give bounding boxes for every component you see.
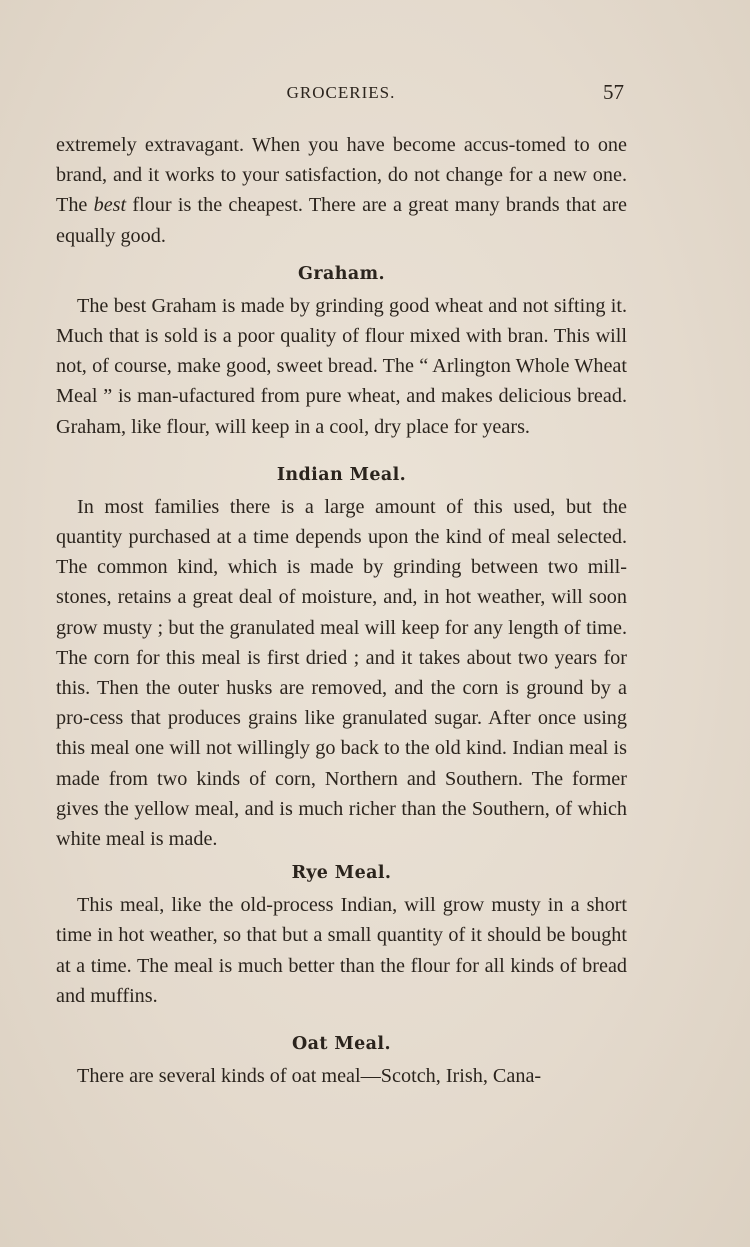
section-heading-oat-meal: Oat Meal. — [292, 1034, 391, 1055]
graham-paragraph: The best Graham is made by grinding good wheat and not sifting it. Much that is sold is a poor quality of flour mixed with bran. This will not, of course, make good, sweet bread. The “ Arlington Whole Wheat Meal ” is man-ufactured from pure wheat, and makes delicious bread. Graham, like flour, will keep in a cool, dry place for years. — [56, 294, 627, 438]
intro-paragraph — [56, 130, 627, 251]
section-heading-graham: Graham. — [298, 263, 385, 284]
intro-text-after: flour is the cheapest. There are a great many brands that are equally good. — [56, 194, 627, 247]
rye-meal-paragraph: This meal, like the old-process Indian, will grow musty in a short time in hot weather, so that but a small quantity of it should be bought at a time. The meal is much better than the flour for all kinds of bread and muffins. — [56, 894, 627, 1007]
running-head — [56, 80, 626, 108]
intro-text-before: extremely extravagant. When you have become accus-tomed to one brand, and it works to your satisfaction, do not change for a new one. The — [56, 134, 627, 217]
intro-emphasis: best — [93, 194, 127, 217]
indian-meal-paragraph: In most families there is a large amount of this used, but the quantity purchased at a time depends upon the kind of meal selected. The common kind, which is made by grinding between two mill-stones, retains a great deal of moisture, and, in hot weather, will soon grow musty ; but the granulated meal will keep for any length of time. The corn for this meal is first dried ; and it takes about two years for this. Then the outer husks are removed, and the corn is ground by a pro-cess that produces grains like granulated sugar. After once using this meal one will not willingly go back to the old kind. Indian meal is made from two kinds of corn, Northern and Southern. The former gives the yellow meal, and is much richer than the Southern, of which white meal is made. — [56, 495, 627, 851]
running-title: GROCERIES. — [286, 83, 396, 102]
section-heading-indian-meal: Indian Meal. — [276, 464, 407, 485]
oat-meal-paragraph: There are several kinds of oat meal—Scotch, Irish, Cana- — [77, 1065, 542, 1088]
text-block — [56, 130, 627, 1091]
page-number: 57 — [603, 80, 624, 104]
section-heading-rye-meal: Rye Meal. — [291, 863, 392, 884]
